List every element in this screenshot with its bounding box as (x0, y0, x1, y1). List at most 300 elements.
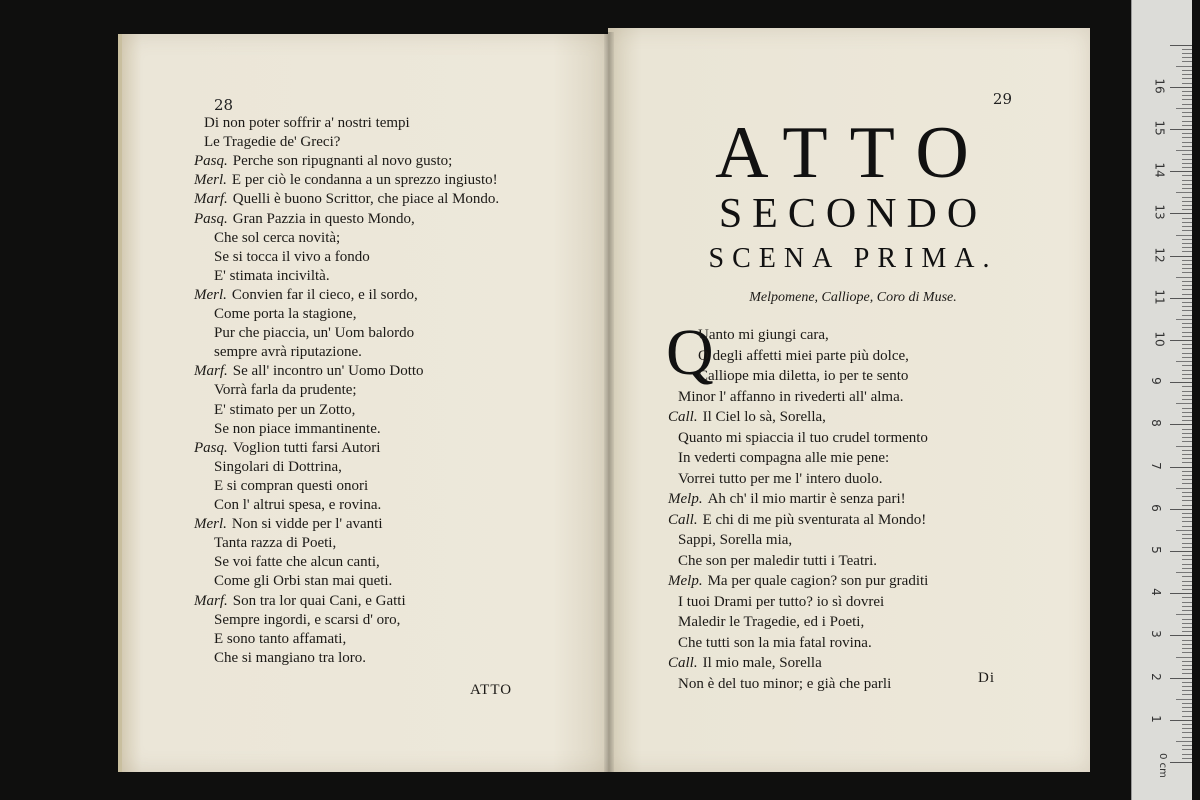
ruler-tick (1182, 239, 1192, 240)
ruler-tick (1182, 201, 1192, 202)
ruler-tick (1182, 365, 1192, 366)
ruler-tick (1182, 665, 1192, 666)
ruler-tick (1182, 49, 1192, 50)
right-page (608, 28, 1090, 772)
ruler-tick (1182, 142, 1192, 143)
text-line (214, 343, 362, 362)
ruler-tick (1182, 281, 1192, 282)
ruler-tick (1176, 488, 1192, 489)
ruler-tick (1170, 424, 1192, 425)
verse-text: Ma per quale cagion? son pur graditi (707, 573, 929, 589)
page-number-left: 28 (214, 96, 234, 114)
ruler-tick (1182, 243, 1192, 244)
ruler-number: 2 (1148, 672, 1163, 681)
ruler-tick (1182, 475, 1192, 476)
ruler-tick (1182, 306, 1192, 307)
ruler-tick (1182, 357, 1192, 358)
ruler-number: 11 (1152, 289, 1167, 305)
text-line (214, 496, 381, 515)
ruler-tick (1182, 492, 1192, 493)
ruler-tick (1182, 205, 1192, 206)
ruler-tick (1182, 285, 1192, 286)
ruler-tick (1176, 614, 1192, 615)
ruler-tick (1182, 197, 1192, 198)
verse-text: Pur che piaccia, un' Uom balordo (214, 325, 415, 342)
speaker-name: Melp. (668, 573, 703, 589)
verse-text: E' stimata inciviltà. (214, 267, 330, 284)
ruler-tick (1182, 332, 1192, 333)
ruler-tick (1176, 446, 1192, 447)
ruler-tick (1182, 648, 1192, 649)
text-line (214, 401, 355, 420)
ruler-tick (1182, 74, 1192, 75)
ruler-tick (1176, 277, 1192, 278)
ruler-tick (1182, 399, 1192, 400)
ruler-number: 7 (1148, 461, 1163, 470)
text-line (668, 408, 826, 427)
ruler-tick (1176, 235, 1192, 236)
text-line (194, 286, 418, 305)
speaker-name: Merl. (194, 286, 227, 303)
ruler-tick (1182, 154, 1192, 155)
verse-text: Il Ciel lo sà, Sorella, (702, 409, 826, 425)
ruler-tick (1170, 340, 1192, 341)
cast-list: Melpomene, Calliope, Coro di Muse. (749, 290, 957, 305)
verse-text: Maledir le Tragedie, ed i Poeti, (678, 614, 865, 630)
ruler-tick (1182, 344, 1192, 345)
text-line (668, 511, 926, 530)
catchword-left: ATTO (470, 682, 513, 698)
ruler-tick (1176, 530, 1192, 531)
text-line (194, 515, 383, 534)
ruler-tick (1182, 175, 1192, 176)
ruler-tick (1176, 108, 1192, 109)
ruler-tick (1170, 45, 1192, 46)
text-line (214, 229, 340, 248)
verse-text: O degli affetti miei parte più dolce, (698, 347, 909, 364)
ruler-tick (1182, 521, 1192, 522)
ruler-tick (1170, 467, 1192, 468)
speaker-name: Marf. (194, 592, 228, 609)
ruler-number: 6 (1148, 503, 1163, 512)
ruler-number: 4 (1148, 588, 1163, 597)
ruler-tick (1182, 386, 1192, 387)
ruler-tick (1170, 382, 1192, 383)
verse-text: Che si mangiano tra loro. (214, 649, 367, 666)
ruler-tick (1182, 640, 1192, 641)
ruler-tick (1182, 724, 1192, 725)
ruler-tick (1182, 429, 1192, 430)
verse-text: Gran Pazzia in questo Mondo, (232, 210, 415, 227)
verse-text: E chi di me più sventurata al Mondo! (702, 511, 927, 528)
ruler-tick (1176, 699, 1192, 700)
verse-text: Le Tragedie de' Greci? (204, 134, 341, 151)
verse-text: Vorrei tutto per me l' intero duolo. (678, 470, 883, 487)
ruler-tick (1182, 116, 1192, 117)
ruler-tick (1182, 543, 1192, 544)
verse-text: Vorrà farla da prudente; (214, 382, 357, 399)
speaker-name: Marf. (194, 191, 228, 208)
ruler-tick (1182, 289, 1192, 290)
text-line (194, 362, 424, 381)
ruler-number: 14 (1152, 162, 1167, 178)
ruler-tick (1182, 61, 1192, 62)
text-line (214, 458, 342, 477)
ruler-tick (1182, 104, 1192, 105)
ruler-tick (1182, 694, 1192, 695)
ruler-tick (1182, 716, 1192, 717)
ruler-tick (1182, 222, 1192, 223)
ruler-tick (1182, 95, 1192, 96)
ruler-tick (1182, 209, 1192, 210)
ruler-tick (1176, 66, 1192, 67)
ruler-tick (1182, 247, 1192, 248)
text-line (678, 388, 903, 407)
ruler-tick (1182, 483, 1192, 484)
ruler-tick (1182, 758, 1192, 759)
text-line (214, 611, 400, 630)
ruler-tick (1182, 370, 1192, 371)
text-line (678, 593, 884, 612)
ruler-tick (1182, 310, 1192, 311)
ruler-tick (1182, 230, 1192, 231)
ruler-tick (1182, 707, 1192, 708)
text-line (214, 649, 366, 668)
ruler-tick (1182, 167, 1192, 168)
text-line (214, 553, 380, 572)
verse-text: Tanta razza di Poeti, (214, 535, 337, 552)
act-number: SECONDO (718, 191, 988, 237)
ruler-tick (1182, 433, 1192, 434)
ruler-tick (1182, 78, 1192, 79)
verse-text: E si compran questi onori (214, 477, 369, 494)
ruler-number: 16 (1152, 78, 1167, 94)
ruler-tick (1182, 302, 1192, 303)
ruler-number: 3 (1148, 630, 1163, 639)
ruler-tick (1182, 754, 1192, 755)
ruler-tick (1182, 619, 1192, 620)
text-line (678, 552, 877, 571)
ruler-tick (1182, 408, 1192, 409)
ruler-tick (1182, 91, 1192, 92)
ruler-tick (1182, 703, 1192, 704)
speaker-name: Pasq. (194, 210, 228, 227)
speaker-name: Merl. (194, 516, 227, 533)
ruler-tick (1182, 606, 1192, 607)
ruler-tick (1170, 256, 1192, 257)
verse-text: Non è del tuo minor; e già che parli (678, 675, 892, 692)
text-line (194, 190, 499, 209)
text-line (194, 152, 452, 171)
ruler-tick (1182, 348, 1192, 349)
text-line (678, 634, 872, 653)
ruler-tick (1182, 690, 1192, 691)
text-line (194, 439, 380, 458)
verse-text: Come gli Orbi stan mai queti. (214, 573, 393, 590)
ruler-tick (1182, 420, 1192, 421)
ruler-tick (1182, 450, 1192, 451)
text-line (214, 381, 357, 400)
ruler-tick (1182, 513, 1192, 514)
act-title: ATTO (715, 112, 991, 194)
ruler-tick (1170, 762, 1192, 763)
verse-text: Che sol cerca novità; (214, 229, 341, 246)
ruler-tick (1170, 678, 1192, 679)
ruler-tick (1182, 163, 1192, 164)
ruler-tick (1182, 526, 1192, 527)
ruler-tick (1182, 500, 1192, 501)
ruler-tick (1176, 572, 1192, 573)
verse-text: Se si tocca il vivo a fondo (214, 248, 370, 265)
page-number-right: 29 (992, 90, 1012, 108)
ruler-tick (1182, 146, 1192, 147)
ruler-tick (1182, 732, 1192, 733)
ruler-tick (1182, 133, 1192, 134)
open-book (118, 28, 1090, 776)
ruler-tick (1182, 391, 1192, 392)
text-line (214, 630, 346, 649)
ruler-tick (1182, 623, 1192, 624)
ruler-tick (1182, 745, 1192, 746)
ruler-tick (1182, 585, 1192, 586)
verse-text: Il mio male, Sorella (702, 655, 822, 671)
ruler-tick (1182, 564, 1192, 565)
text-line (678, 470, 882, 489)
ruler-tick (1182, 57, 1192, 58)
ruler-tick (1182, 412, 1192, 413)
ruler-tick (1170, 635, 1192, 636)
text-line (194, 592, 406, 611)
ruler-tick (1182, 669, 1192, 670)
verse-text: Uanto mi giungi cara, (698, 327, 829, 343)
verse-text: Quelli è buono Scrittor, che piace al Mondo. (232, 191, 500, 208)
ruler-tick (1182, 378, 1192, 379)
book-gutter (604, 32, 614, 772)
verse-text: Son tra lor quai Cani, e Gatti (232, 592, 406, 609)
verse-text: I tuoi Drami per tutto? io sì dovrei (678, 593, 885, 610)
ruler-tick (1182, 505, 1192, 506)
ruler-tick (1182, 188, 1192, 189)
ruler-tick (1182, 260, 1192, 261)
ruler-tick (1182, 137, 1192, 138)
ruler-tick (1170, 593, 1192, 594)
verse-text: Come porta la stagione, (214, 306, 357, 322)
ruler-tick (1170, 720, 1192, 721)
ruler-number: 9 (1148, 377, 1163, 386)
text-line (214, 305, 356, 324)
text-line (194, 210, 415, 229)
text-line (214, 534, 336, 553)
verse-text: Se non piace immantinente. (214, 420, 381, 437)
ruler-tick (1182, 53, 1192, 54)
ruler-tick (1182, 180, 1192, 181)
ruler-tick (1170, 213, 1192, 214)
ruler-tick (1170, 298, 1192, 299)
ruler-tick (1170, 509, 1192, 510)
ruler-tick (1182, 441, 1192, 442)
ruler-tick (1176, 192, 1192, 193)
text-line (698, 326, 829, 345)
ruler-tick (1182, 496, 1192, 497)
ruler-tick (1182, 597, 1192, 598)
ruler-unit-label: 0 cm (1156, 753, 1168, 778)
text-line (678, 429, 928, 448)
ruler-tick (1176, 657, 1192, 658)
text-line (698, 367, 908, 386)
ruler-tick (1182, 315, 1192, 316)
text-line (214, 420, 381, 439)
ruler-tick (1182, 159, 1192, 160)
speaker-name: Merl. (194, 172, 227, 189)
verse-text: Con l' altrui spesa, e rovina. (214, 497, 382, 513)
ruler-tick (1182, 272, 1192, 273)
verse-text: Sempre ingordi, e scarsi d' oro, (214, 611, 401, 628)
ruler-tick (1182, 83, 1192, 84)
ruler-tick (1182, 395, 1192, 396)
ruler-tick (1170, 551, 1192, 552)
verse-text: Ah ch' il mio martir è senza pari! (707, 491, 906, 507)
scene-title: SCENA PRIMA. (708, 243, 998, 274)
ruler-tick (1182, 686, 1192, 687)
verse-text: Se voi fatte che alcun canti, (214, 554, 380, 571)
ruler-tick (1182, 184, 1192, 185)
text-line (678, 675, 891, 694)
text-line (214, 267, 330, 286)
verse-text: Che son per maledir tutti i Teatri. (678, 552, 878, 569)
text-line (214, 324, 414, 343)
ruler-tick (1182, 652, 1192, 653)
ruler-tick (1182, 125, 1192, 126)
ruler-tick (1182, 70, 1192, 71)
speaker-name: Call. (668, 655, 698, 671)
text-line (678, 613, 864, 632)
ruler-tick (1182, 538, 1192, 539)
ruler-tick (1182, 416, 1192, 417)
speaker-name: Pasq. (194, 439, 228, 456)
verse-text: Calliope mia diletta, io per te sento (698, 368, 909, 384)
ruler-tick (1182, 661, 1192, 662)
speaker-name: Call. (668, 511, 698, 528)
ruler-tick (1182, 610, 1192, 611)
ruler-tick (1182, 327, 1192, 328)
ruler-tick (1182, 374, 1192, 375)
ruler-tick (1182, 631, 1192, 632)
ruler-tick (1182, 576, 1192, 577)
ruler-tick (1182, 711, 1192, 712)
ruler-tick (1182, 251, 1192, 252)
ruler-tick (1182, 454, 1192, 455)
ruler-tick (1182, 534, 1192, 535)
ruler-tick (1176, 361, 1192, 362)
text-line (678, 531, 792, 550)
ruler-tick (1182, 627, 1192, 628)
ruler-tick (1182, 682, 1192, 683)
verse-text: Di non poter soffrir a' nostri tempi (204, 115, 410, 131)
text-line (214, 248, 370, 267)
left-page (118, 34, 612, 772)
ruler-tick (1182, 737, 1192, 738)
verse-text: Minor l' affanno in rivederti all' alma. (678, 388, 904, 405)
ruler-tick (1170, 87, 1192, 88)
verse-text: Convien far il cieco, e il sordo, (231, 286, 418, 303)
text-line (204, 114, 410, 133)
ruler-tick (1182, 121, 1192, 122)
ruler-tick (1182, 264, 1192, 265)
ruler-tick (1176, 319, 1192, 320)
ruler-tick (1182, 568, 1192, 569)
ruler-tick (1176, 403, 1192, 404)
verse-text: Che tutti son la mia fatal rovina. (678, 634, 872, 651)
ruler-tick (1182, 112, 1192, 113)
ruler-tick (1182, 479, 1192, 480)
text-line (204, 133, 340, 152)
ruler-number: 10 (1152, 331, 1167, 347)
ruler-tick (1182, 462, 1192, 463)
ruler-number: 1 (1148, 714, 1163, 723)
text-line (214, 572, 392, 591)
ruler-number: 8 (1148, 419, 1163, 428)
text-line (678, 449, 889, 468)
text-line (194, 171, 498, 190)
ruler-tick (1182, 581, 1192, 582)
ruler-tick (1182, 471, 1192, 472)
catchword-right: Di (978, 670, 995, 686)
speaker-name: Pasq. (194, 153, 228, 170)
text-line (668, 572, 928, 591)
ruler-number: 13 (1152, 204, 1167, 221)
speaker-name: Call. (668, 409, 698, 425)
ruler-tick (1182, 268, 1192, 269)
verse-text: Perche son ripugnanti al novo gusto; (232, 153, 453, 170)
verse-text: sempre avrà riputazione. (214, 344, 362, 361)
ruler-tick (1182, 644, 1192, 645)
ruler-tick (1170, 129, 1192, 130)
verse-text: Sappi, Sorella mia, (678, 532, 793, 548)
speaker-name: Melp. (668, 491, 703, 507)
ruler-tick (1182, 218, 1192, 219)
measuring-ruler (1131, 0, 1192, 800)
ruler-number: 5 (1148, 546, 1163, 554)
ruler-tick (1182, 294, 1192, 295)
ruler-tick (1182, 728, 1192, 729)
ruler-tick (1182, 559, 1192, 560)
verse-text: Se all' incontro un' Uomo Dotto (232, 363, 424, 380)
ruler-tick (1170, 171, 1192, 172)
ruler-tick (1182, 589, 1192, 590)
ruler-tick (1182, 353, 1192, 354)
ruler-tick (1182, 555, 1192, 556)
drop-cap: Q (666, 316, 714, 389)
ruler-tick (1182, 99, 1192, 100)
ruler-tick (1182, 749, 1192, 750)
ruler-tick (1176, 741, 1192, 742)
text-line (668, 490, 906, 509)
ruler-tick (1182, 336, 1192, 337)
ruler-tick (1182, 323, 1192, 324)
ruler-tick (1182, 226, 1192, 227)
verse-text: E' stimato per un Zotto, (214, 401, 356, 418)
ruler-tick (1176, 150, 1192, 151)
ruler-tick (1182, 547, 1192, 548)
verse-text: E per ciò le condanna a un sprezzo ingiusto! (231, 172, 498, 189)
verse-text: Quanto mi spiaccia il tuo crudel tormento (678, 429, 928, 446)
text-line (214, 477, 368, 496)
ruler-number: 12 (1152, 246, 1167, 263)
ruler-number: 15 (1152, 120, 1167, 136)
verse-text: Singolari di Dottrina, (214, 458, 342, 475)
verse-text: Non si vidde per l' avanti (231, 516, 383, 533)
text-line (668, 654, 822, 673)
